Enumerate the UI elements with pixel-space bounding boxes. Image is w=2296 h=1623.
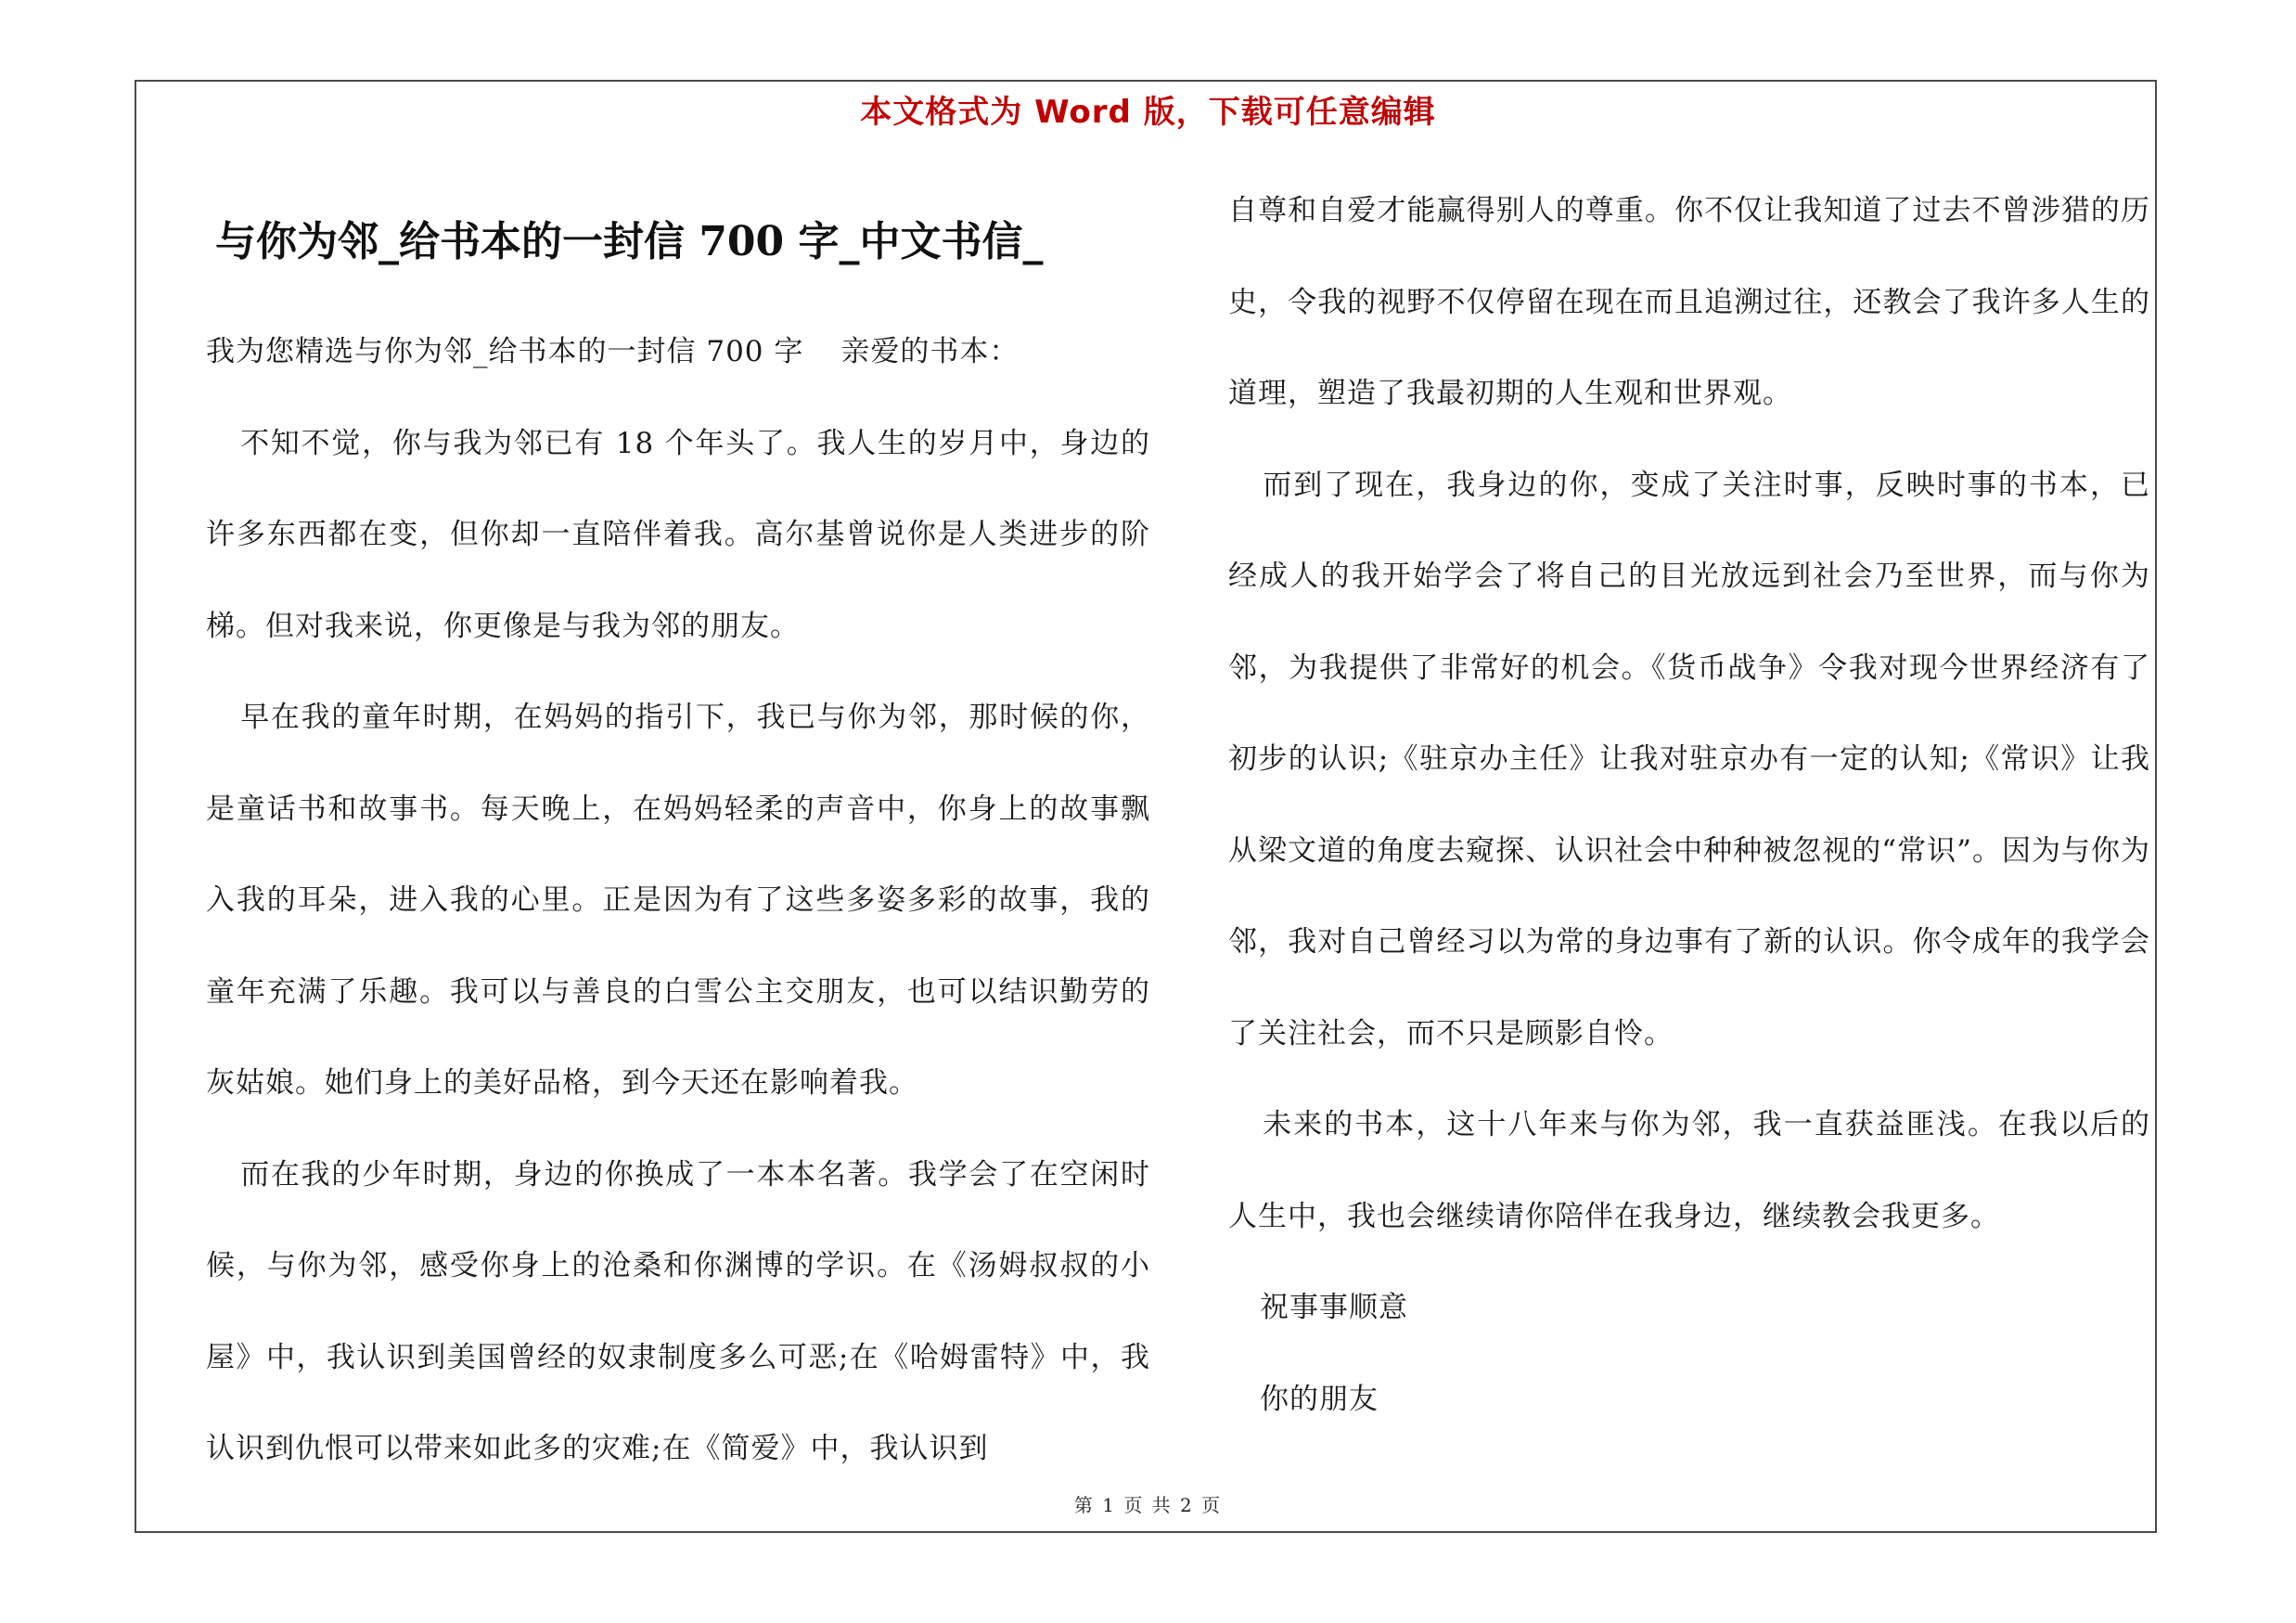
signature: 你的朋友 [1260, 1382, 1379, 1416]
page-number-footer: 第 1 页 共 2 页 [1073, 1494, 1223, 1516]
salutation: 亲爱的书本： [840, 335, 1020, 368]
closing-wish: 祝事事顺意 [1260, 1291, 1408, 1324]
word-format-banner: 本文格式为 Word 版，下载可任意编辑 [860, 94, 1436, 131]
intro-text: 我为您精选与你为邻_给书本的一封信 700 字 [206, 335, 804, 368]
document-title: 与你为邻_给书本的一封信 700 字_中文书信_ [215, 218, 1044, 265]
paragraph-6: 未来的书本，这十八年来与你为邻，我一直获益匪浅。在我以后的人生中，我也会继续请你陪伴在我身边，继续教会我更多。 [1228, 1108, 2150, 1233]
left-column [206, 306, 1150, 1495]
paragraph-3: 而在我的少年时期，身边的你换成了一本本名著。我学会了在空闲时候，与你为邻，感受你身上的沧桑和你渊博的学识。在《汤姆叔叔的小屋》中，我认识到美国曾经的奴隶制度多么可恶;在《哈姆雷特》中，我认识到仇恨可以带来如此多的灾难;在《简爱》中，我认识到 [206, 1157, 1150, 1465]
paragraph-2: 早在我的童年时期，在妈妈的指引下，我已与你为邻，那时候的你，是童话书和故事书。每天晚上，在妈妈轻柔的声音中，你身上的故事飘入我的耳朵，进入我的心里。正是因为有了这些多姿多彩的故事，我的童年充满了乐趣。我可以与善良的白雪公主交朋友，也可以结识勤劳的灰姑娘。她们身上的美好品格，到今天还在影响着我。 [206, 701, 1150, 1100]
paragraph-5: 而到了现在，我身边的你，变成了关注时事，反映时事的书本，已经成人的我开始学会了将自己的目光放远到社会乃至世界，而与你为邻，为我提供了非常好的机会。《货币战争》令我对现今世界经济有了初步的认识;《驻京办主任》让我对驻京办有一定的认知;《常识》让我从梁文道的角度去窥探、认识社会中种种被忽视的“常识”。因为与你为邻，我对自己曾经习以为常的身边事有了新的认识。你令成年的我学会了关注社会，而不只是顾影自怜。 [1228, 468, 2150, 1050]
right-column [1228, 165, 2150, 1445]
paragraph-4: 自尊和自爱才能赢得别人的尊重。你不仅让我知道了过去不曾涉猎的历史，令我的视野不仅停留在现在而且追溯过往，还教会了我许多人生的道理，塑造了我最初期的人生观和世界观。 [1228, 194, 2150, 410]
intro-line [206, 306, 1150, 398]
paragraph-1: 不知不觉，你与我为邻已有 18 个年头了。我人生的岁月中，身边的许多东西都在变，但你却一直陪伴着我。高尔基曾说你是人类进步的阶梯。但对我来说，你更像是与我为邻的朋友。 [206, 426, 1150, 643]
